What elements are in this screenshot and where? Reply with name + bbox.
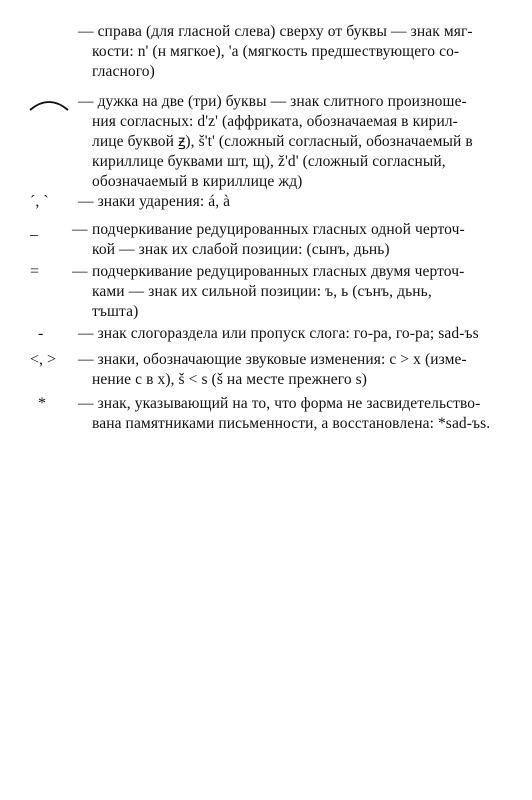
entry-text — [78, 324, 494, 344]
entry-line: — справа (для гласной слева) сверху от буквы — знак мяг- — [78, 23, 473, 40]
entry-line: подчеркивание редуцированных гласных одной черточ- — [92, 221, 465, 238]
entry-line: кости: n' (н мягкое), 'a (мягкость предшествующего со- — [92, 43, 460, 60]
entry-line: ками — знак их сильной позиции: ъ, ь (сънъ, дьнь, — [92, 283, 432, 300]
entry-text — [92, 220, 494, 260]
entry-symbol: ´, ` — [30, 193, 49, 210]
entry-line: вана памятниками письменности, а восстановлена: *sad-ъs. — [92, 415, 491, 432]
entry-line: кой — знак их слабой позиции: (сынъ, дьнь) — [92, 241, 390, 258]
entry-line: — знак слогораздела или пропуск слога: го-ра, го-ра; sad-ъs — [78, 325, 479, 342]
entry-line: нение c в x), š < s (š на месте прежнего s) — [92, 371, 368, 388]
entry-line: — знак, указывающий на то, что форма не засвидетельство- — [78, 395, 481, 412]
ligature-arc-icon — [28, 98, 70, 112]
entry-text — [78, 22, 494, 82]
entry-line: — знаки, обозначающие звуковые изменения: c > x (изме- — [78, 351, 467, 368]
entry-line: — дужка на две (три) буквы — знак слитного произноше- — [78, 93, 467, 110]
entry-dash: — — [72, 221, 88, 238]
entry-symbol: <, > — [30, 351, 57, 368]
entry-line: ния согласных: d'z' (аффриката, обозначаемая в кирил- — [92, 113, 458, 130]
entry-dash: — — [72, 263, 88, 280]
entry-text — [92, 262, 494, 322]
entry-line: обозначаемый в кириллице жд) — [92, 173, 303, 190]
entry-text — [78, 192, 494, 212]
entry-symbol: * — [38, 395, 46, 412]
entry-symbol: - — [38, 325, 44, 342]
entry-text — [78, 350, 494, 390]
entry-symbol: = — [30, 263, 40, 280]
entry-text — [78, 394, 494, 434]
entry-line: подчеркивание редуцированных гласных двумя черточ- — [92, 263, 465, 280]
entry-line: лице буквой ꙃ), š't' (сложный согласный, обозначаемый в — [92, 133, 473, 150]
entry-line: кириллице буквами шт, щ), ž'd' (сложный согласный, — [92, 153, 446, 170]
entry-line: гласного) — [92, 63, 155, 80]
entry-symbol: _ — [30, 221, 38, 238]
entry-text — [78, 92, 494, 192]
entry-line: — знаки ударения: á, à — [78, 193, 231, 210]
entry-line: тъшта) — [92, 303, 139, 320]
